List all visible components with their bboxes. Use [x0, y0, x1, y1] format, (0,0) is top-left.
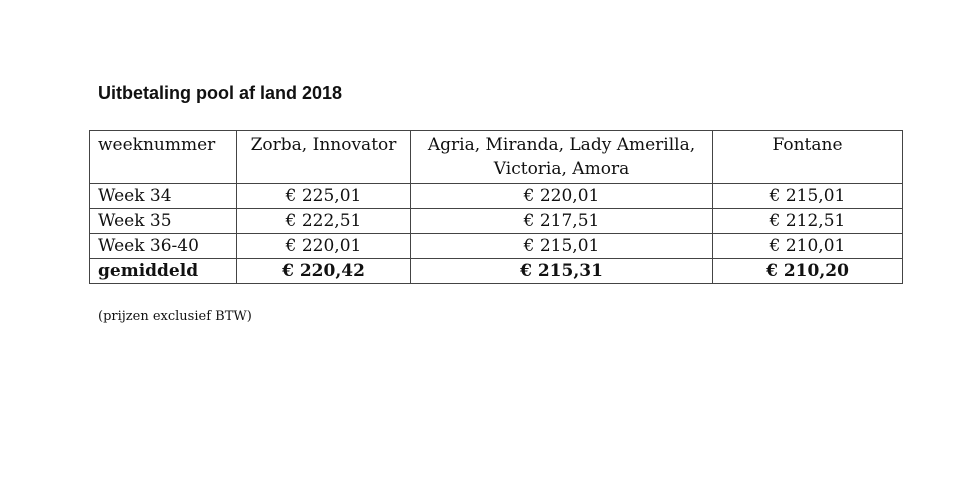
- vat-footnote: (prijzen exclusief BTW): [98, 309, 252, 324]
- payout-table: [89, 130, 903, 284]
- document-title: Uitbetaling pool af land 2018: [98, 83, 343, 103]
- average-row: [90, 259, 903, 284]
- table-row: [90, 234, 903, 259]
- header-fontane: Fontane: [713, 131, 903, 184]
- header-weeknummer: weeknummer: [90, 131, 237, 184]
- row-price-zorba: € 222,51: [237, 209, 411, 234]
- header-agria-group: Agria, Miranda, Lady Amerilla, Victoria, Amora: [411, 131, 713, 184]
- table-row: [90, 209, 903, 234]
- row-price-zorba: € 225,01: [237, 184, 411, 209]
- row-price-zorba: € 220,01: [237, 234, 411, 259]
- header-zorba-innovator: Zorba, Innovator: [237, 131, 411, 184]
- row-price-fontane: € 215,01: [713, 184, 903, 209]
- row-price-agria: € 217,51: [411, 209, 713, 234]
- average-price-zorba: € 220,42: [237, 259, 411, 284]
- row-price-fontane: € 212,51: [713, 209, 903, 234]
- row-price-agria: € 215,01: [411, 234, 713, 259]
- average-label: gemiddeld: [90, 259, 237, 284]
- table-header-row: [90, 131, 903, 184]
- row-price-agria: € 220,01: [411, 184, 713, 209]
- average-price-fontane: € 210,20: [713, 259, 903, 284]
- average-price-agria: € 215,31: [411, 259, 713, 284]
- row-week-label: Week 34: [90, 184, 237, 209]
- row-price-fontane: € 210,01: [713, 234, 903, 259]
- row-week-label: Week 36-40: [90, 234, 237, 259]
- row-week-label: Week 35: [90, 209, 237, 234]
- table-row: [90, 184, 903, 209]
